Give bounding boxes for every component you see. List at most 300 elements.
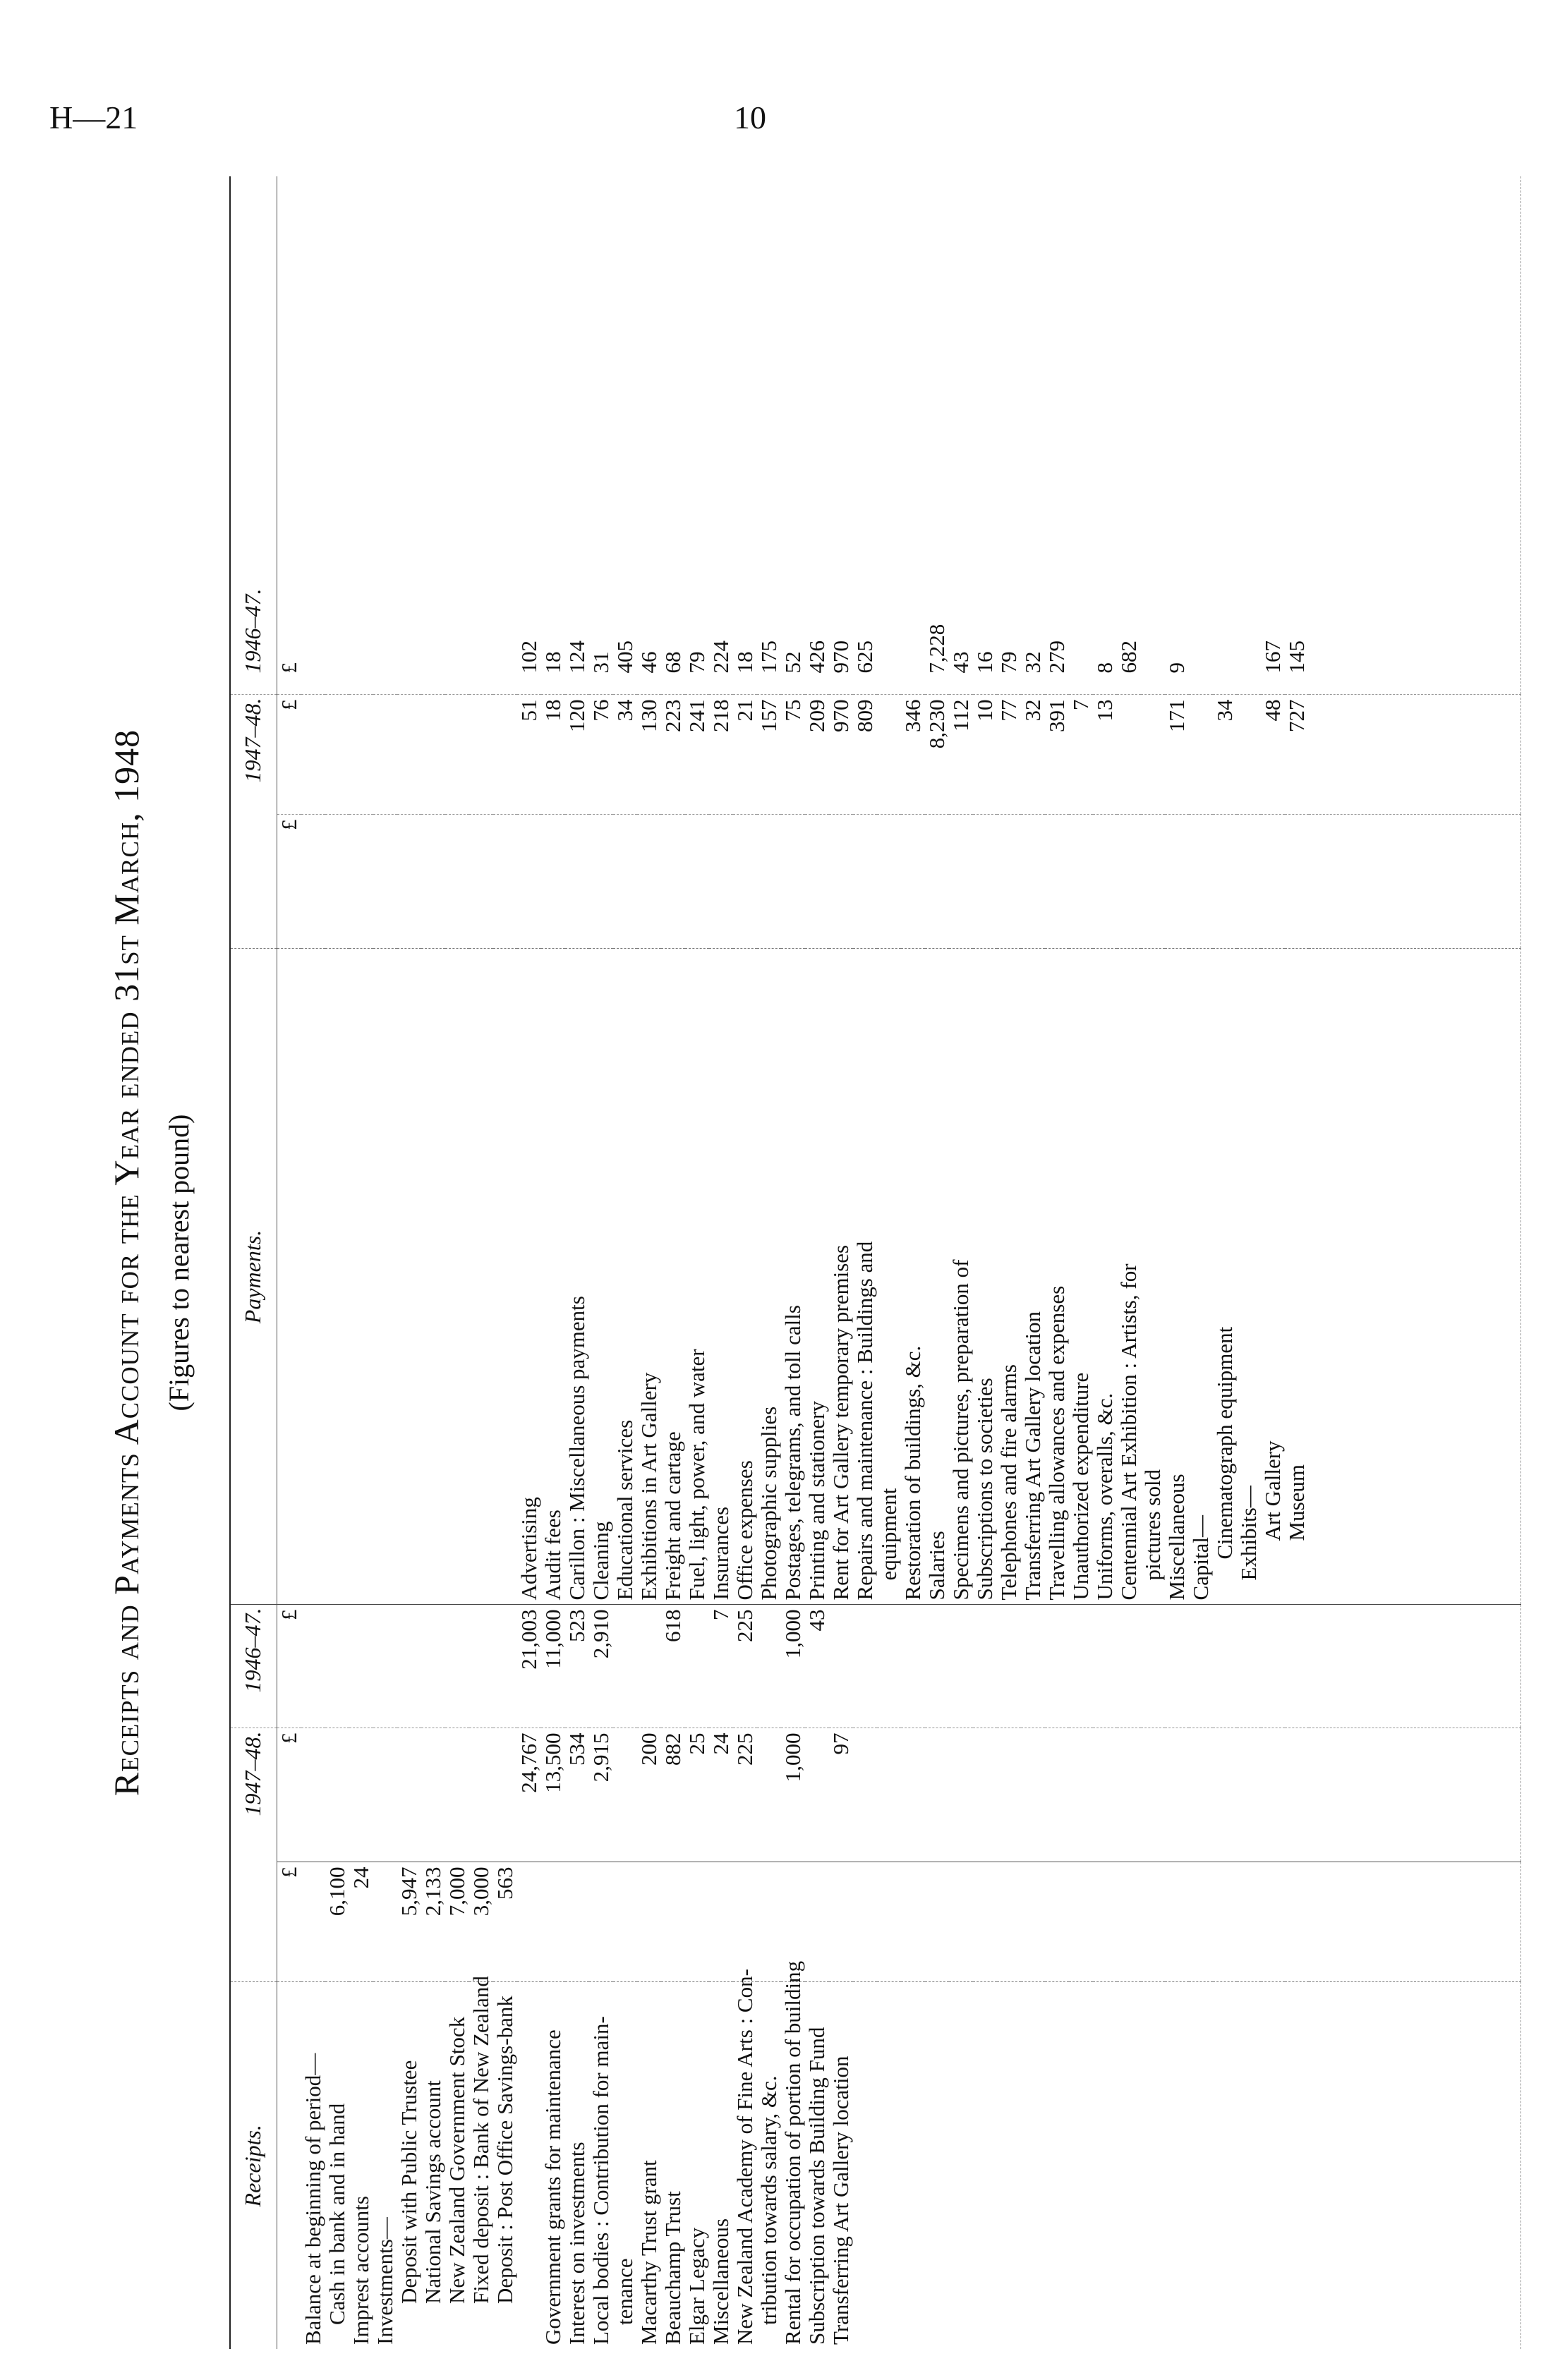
receipt-description — [1117, 1982, 1141, 2349]
receipt-1947-amount: 2,915 — [589, 1728, 613, 1862]
payment-1946-amount — [301, 176, 325, 695]
payment-1947-amount: 223 — [661, 695, 685, 815]
payment-1947-subtotal — [949, 815, 973, 949]
receipt-1947-subtotal — [301, 1862, 325, 1982]
receipt-1947-amount — [1141, 1728, 1165, 1862]
receipt-description — [1285, 1982, 1309, 2349]
receipt-description — [925, 1982, 949, 2349]
payment-1947-amount: 241 — [685, 695, 709, 815]
receipt-1946-amount — [445, 1605, 469, 1728]
receipt-1947-subtotal — [1165, 1862, 1189, 1982]
receipt-1947-subtotal — [373, 1862, 397, 1982]
table-row — [541, 176, 565, 2349]
receipt-1947-amount — [1093, 1728, 1117, 1862]
payment-description: Freight and cartage — [661, 949, 685, 1605]
receipt-1946-amount — [877, 1605, 901, 1728]
payment-1946-amount — [1213, 176, 1237, 695]
payment-1947-subtotal — [1237, 815, 1261, 949]
payment-1947-subtotal — [301, 815, 325, 949]
receipt-description — [1165, 1982, 1189, 2349]
payment-1947-amount: 13 — [1093, 695, 1117, 815]
payment-1947-subtotal — [1045, 815, 1069, 949]
receipt-1946-amount — [1237, 1605, 1261, 1728]
table-row — [493, 176, 517, 2349]
payment-1947-subtotal — [829, 815, 853, 949]
payment-1947-amount: 76 — [589, 695, 613, 815]
payment-1946-amount: 16 — [972, 651, 997, 674]
payment-1946-amount: 682 — [1115, 640, 1141, 674]
payment-1947-subtotal — [613, 815, 637, 949]
payment-1946-amount — [349, 176, 373, 695]
receipt-1947-subtotal — [541, 1862, 565, 1982]
receipt-description: Cash in bank and in hand — [325, 1982, 349, 2349]
table-row — [997, 176, 1021, 2349]
payment-1946-amount — [397, 176, 421, 695]
receipt-1947-subtotal — [1261, 1862, 1285, 1982]
payment-description — [301, 949, 325, 1605]
receipt-description: Investments— — [373, 1982, 397, 2349]
payment-1947-subtotal — [1069, 815, 1093, 949]
table-row — [661, 176, 685, 2349]
payment-1947-amount: 112 — [949, 695, 973, 815]
payment-description: Printing and stationery — [805, 949, 829, 1605]
payment-1947-amount: 7 — [1069, 695, 1093, 815]
payment-1947-amount: 18 — [541, 695, 565, 815]
payment-1947-amount — [325, 695, 349, 815]
receipt-1947-subtotal — [1141, 1862, 1165, 1982]
table-row — [301, 176, 325, 2349]
receipt-1947-subtotal: 2,133 — [421, 1862, 445, 1982]
payment-description: Audit fees — [541, 949, 565, 1605]
payment-description — [445, 949, 469, 1605]
payment-1946-amount — [1237, 176, 1261, 695]
receipt-1947-amount — [421, 1728, 445, 1862]
receipt-description: Rental for occupation of portion of building — [781, 1982, 805, 2349]
receipt-1947-subtotal: 563 — [493, 1862, 517, 1982]
receipt-1946-amount — [685, 1605, 709, 1728]
receipt-description: Beauchamp Trust — [661, 1982, 685, 2349]
receipt-description — [997, 1982, 1021, 2349]
table-row — [973, 176, 997, 2349]
payment-1946-amount: 970 — [828, 640, 853, 674]
payment-1947-subtotal — [373, 815, 397, 949]
payment-1946-amount — [1189, 176, 1213, 695]
table-row — [1045, 176, 1069, 2349]
receipt-1946-amount — [1141, 1605, 1165, 1728]
receipt-1947-subtotal — [805, 1862, 829, 1982]
receipt-1947-amount — [757, 1728, 781, 1862]
payment-1947-subtotal — [1141, 815, 1165, 949]
pound-sign: £ — [277, 695, 301, 815]
table-row — [421, 176, 445, 2349]
payment-1947-amount — [397, 695, 421, 815]
payment-1947-amount: 32 — [1021, 695, 1045, 815]
payment-description: Postages, telegrams, and toll calls — [781, 949, 805, 1605]
payment-1947-subtotal — [733, 815, 757, 949]
payment-1947-subtotal — [757, 815, 781, 949]
payment-1947-amount: 130 — [637, 695, 661, 815]
payment-1947-subtotal — [397, 815, 421, 949]
receipt-1946-amount: 11,000 — [541, 1605, 565, 1728]
receipt-description — [1213, 1982, 1237, 2349]
payment-1947-subtotal — [853, 815, 877, 949]
receipt-description: New Zealand Government Stock — [445, 1982, 469, 2349]
receipt-1946-amount — [1069, 1605, 1093, 1728]
receipt-1946-amount — [757, 1605, 781, 1728]
payment-1947-amount: 120 — [565, 695, 589, 815]
document-subtitle: (Figures to nearest pound) — [163, 1114, 195, 1411]
receipt-1946-amount — [301, 1605, 325, 1728]
receipt-1947-amount — [1189, 1728, 1213, 1862]
payment-1947-subtotal — [589, 815, 613, 949]
payment-1946-amount: 102 — [516, 640, 541, 674]
receipt-1947-amount — [1261, 1728, 1285, 1862]
receipt-description: Elgar Legacy — [685, 1982, 709, 2349]
receipt-1947-amount — [901, 1728, 925, 1862]
receipt-description: Macarthy Trust grant — [637, 1982, 661, 2349]
payment-description: Exhibits— — [1237, 949, 1261, 1605]
table-row — [1189, 176, 1213, 2349]
receipt-1947-amount: 24,767 — [517, 1728, 541, 1862]
receipt-1946-amount — [1165, 1605, 1189, 1728]
receipt-1946-amount: 21,003 — [517, 1605, 541, 1728]
payment-1947-subtotal — [1021, 815, 1045, 949]
pound-sign: £ — [277, 1728, 301, 1862]
receipt-1947-amount — [877, 1728, 901, 1862]
payment-1946-amount — [373, 176, 397, 695]
table-row — [709, 176, 733, 2349]
col-receipts: Receipts. — [230, 1982, 277, 2349]
receipt-1947-subtotal: 24 — [349, 1862, 373, 1982]
receipt-1947-subtotal — [997, 1862, 1021, 1982]
payment-description — [493, 949, 517, 1605]
table-row — [445, 176, 469, 2349]
payment-1946-amount: 124 — [564, 640, 589, 674]
payment-description — [421, 949, 445, 1605]
payment-1947-subtotal — [805, 815, 829, 949]
col-receipts-1947: 1947–48. — [230, 1728, 277, 1982]
receipt-1946-amount — [349, 1605, 373, 1728]
receipt-1947-amount — [445, 1728, 469, 1862]
table-row — [829, 176, 853, 2349]
receipt-1947-amount — [1021, 1728, 1045, 1862]
table-row — [1285, 176, 1309, 2349]
receipt-1947-subtotal: 3,000 — [469, 1862, 493, 1982]
receipt-1946-amount — [1093, 1605, 1117, 1728]
payment-1946-amount: 79 — [996, 651, 1021, 674]
receipt-description: Balance at beginning of period— — [301, 1982, 325, 2349]
receipt-description — [949, 1982, 973, 2349]
payment-1947-amount — [445, 695, 469, 815]
col-receipts-1946: 1946–47. — [230, 1605, 277, 1728]
payment-1947-amount: 809 — [853, 695, 877, 815]
payment-1947-amount: 171 — [1165, 695, 1189, 815]
payment-1947-subtotal — [925, 815, 949, 949]
payment-1947-amount: 77 — [997, 695, 1021, 815]
receipt-1946-amount: 523 — [565, 1605, 589, 1728]
payment-1947-amount: 727 — [1285, 695, 1309, 815]
page-number: 10 — [734, 99, 766, 135]
payment-1947-amount: 346 — [901, 695, 925, 815]
table-row — [349, 176, 373, 2349]
payment-1946-amount — [493, 176, 517, 695]
receipt-1947-subtotal — [1117, 1862, 1141, 1982]
payment-1946-amount: 79 — [684, 651, 709, 674]
payment-1947-subtotal — [973, 815, 997, 949]
payment-1947-amount: 391 — [1045, 695, 1069, 815]
payment-description — [469, 949, 493, 1605]
payment-description: Repairs and maintenance : Buildings and — [853, 949, 877, 1605]
receipt-description: Government grants for maintenance — [541, 1982, 565, 2349]
table-row — [949, 176, 973, 2349]
receipt-1946-amount — [901, 1605, 925, 1728]
payment-1947-amount — [1237, 695, 1261, 815]
payment-1946-amount: 224 — [708, 640, 733, 674]
payment-1947-amount — [1141, 695, 1165, 815]
receipt-1947-subtotal — [1189, 1862, 1213, 1982]
receipt-1947-amount — [1069, 1728, 1093, 1862]
receipt-1947-subtotal — [565, 1862, 589, 1982]
payment-1947-subtotal — [421, 815, 445, 949]
payment-1947-subtotal — [541, 815, 565, 949]
receipt-description: Local bodies : Contribution for main- — [589, 1982, 613, 2349]
payment-description: Centennial Art Exhibition : Artists, for — [1117, 949, 1141, 1605]
receipt-1947-subtotal — [901, 1862, 925, 1982]
receipt-1947-amount — [1117, 1728, 1141, 1862]
payment-1946-amount: 52 — [780, 651, 805, 674]
receipt-1947-subtotal — [829, 1862, 853, 1982]
receipt-1946-amount — [1261, 1605, 1285, 1728]
rotated-page — [92, 176, 1503, 2349]
receipt-1947-amount: 1,000 — [781, 1728, 805, 1862]
receipt-1947-subtotal — [877, 1862, 901, 1982]
payment-1946-amount: 8 — [1092, 662, 1117, 674]
payment-description: Exhibitions in Art Gallery — [637, 949, 661, 1605]
payment-description — [349, 949, 373, 1605]
receipt-1947-amount — [493, 1728, 517, 1862]
receipts-payments-table — [229, 176, 1521, 2349]
receipt-description — [877, 1982, 901, 2349]
receipt-1947-amount — [805, 1728, 829, 1862]
payment-description: Art Gallery — [1261, 949, 1285, 1605]
payment-1947-amount — [1117, 695, 1141, 815]
payment-1947-subtotal — [349, 815, 373, 949]
receipt-description — [1189, 1982, 1213, 2349]
payment-1947-subtotal — [685, 815, 709, 949]
payment-1946-amount: 279 — [1044, 640, 1069, 674]
receipt-1947-subtotal — [1069, 1862, 1093, 1982]
payment-1946-amount: 167 — [1259, 640, 1285, 674]
payment-1947-amount: 218 — [709, 695, 733, 815]
receipt-1946-amount — [829, 1605, 853, 1728]
receipt-description: Deposit : Post Office Savings-bank — [493, 1982, 517, 2349]
payment-1947-subtotal — [565, 815, 589, 949]
receipt-1946-amount: 618 — [661, 1605, 685, 1728]
receipt-description — [1021, 1982, 1045, 2349]
payment-1946-amount: 7,228 — [924, 624, 949, 674]
payment-description: Transferring Art Gallery location — [1021, 949, 1045, 1605]
payment-1947-subtotal — [469, 815, 493, 949]
receipt-description: Interest on investments — [565, 1982, 589, 2349]
receipt-description — [901, 1982, 925, 2349]
payment-description: Uniforms, overalls, &c. — [1093, 949, 1117, 1605]
header-row — [230, 176, 277, 2349]
payment-description: Travelling allowances and expenses — [1045, 949, 1069, 1605]
payment-1947-subtotal — [709, 815, 733, 949]
payment-1947-subtotal — [1213, 815, 1237, 949]
payment-1946-amount: 68 — [660, 651, 685, 674]
receipt-1946-amount — [1213, 1605, 1237, 1728]
receipt-1947-amount: 13,500 — [541, 1728, 565, 1862]
payment-1947-subtotal — [1189, 815, 1213, 949]
payment-1947-subtotal — [1261, 815, 1285, 949]
pound-sign: £ — [277, 1862, 301, 1982]
receipt-1947-subtotal — [1045, 1862, 1069, 1982]
payment-1946-amount — [421, 176, 445, 695]
receipt-1946-amount — [1021, 1605, 1045, 1728]
table-row — [613, 176, 637, 2349]
receipt-description — [517, 1982, 541, 2349]
payment-1946-amount — [877, 176, 901, 695]
table-row — [1069, 176, 1093, 2349]
payment-1946-amount: 43 — [948, 651, 973, 674]
receipt-1947-subtotal: 5,947 — [397, 1862, 421, 1982]
receipt-1947-subtotal — [637, 1862, 661, 1982]
table-row — [469, 176, 493, 2349]
receipt-1947-amount — [949, 1728, 973, 1862]
receipt-1947-amount — [853, 1728, 877, 1862]
table-row — [1237, 176, 1261, 2349]
payment-1947-amount — [301, 695, 325, 815]
table-row — [1117, 176, 1141, 2349]
payment-1946-amount — [901, 176, 925, 695]
receipt-1946-amount — [853, 1605, 877, 1728]
receipt-description: Subscription towards Building Fund — [805, 1982, 829, 2349]
receipt-1946-amount — [469, 1605, 493, 1728]
receipt-1947-amount: 225 — [733, 1728, 757, 1862]
receipt-1946-amount — [325, 1605, 349, 1728]
payment-1946-amount: 31 — [588, 651, 613, 674]
receipt-description — [1093, 1982, 1117, 2349]
payment-description: Salaries — [925, 949, 949, 1605]
payment-1947-amount: 48 — [1261, 695, 1285, 815]
table-row — [565, 176, 589, 2349]
receipt-1946-amount: 225 — [733, 1605, 757, 1728]
receipt-1947-subtotal — [1237, 1862, 1261, 1982]
payment-1947-amount: 51 — [517, 695, 541, 815]
payment-description — [325, 949, 349, 1605]
payment-description: equipment — [877, 949, 901, 1605]
table-row — [805, 176, 829, 2349]
receipt-1947-amount — [997, 1728, 1021, 1862]
payment-description: Restoration of buildings, &c. — [901, 949, 925, 1605]
table-row — [397, 176, 421, 2349]
payment-1946-amount: 625 — [852, 640, 877, 674]
payment-1947-amount — [493, 695, 517, 815]
receipt-1947-amount — [613, 1728, 637, 1862]
receipt-description: Fixed deposit : Bank of New Zealand — [469, 1982, 493, 2349]
payment-1946-amount — [469, 176, 493, 695]
payment-1947-amount: 970 — [829, 695, 853, 815]
receipt-1946-amount — [373, 1605, 397, 1728]
payment-description: Museum — [1285, 949, 1309, 1605]
receipt-description: tenance — [613, 1982, 637, 2349]
payment-1947-amount: 34 — [613, 695, 637, 815]
payment-1946-amount: 18 — [540, 651, 565, 674]
payment-1947-subtotal — [1117, 815, 1141, 949]
receipt-1947-subtotal — [709, 1862, 733, 1982]
receipt-1946-amount — [1285, 1605, 1309, 1728]
payment-1947-amount — [469, 695, 493, 815]
payment-1947-amount — [349, 695, 373, 815]
payment-description: Carillon : Miscellaneous payments — [565, 949, 589, 1605]
receipt-1947-subtotal — [757, 1862, 781, 1982]
payment-description: pictures sold — [1141, 949, 1165, 1605]
table-row — [589, 176, 613, 2349]
receipt-description: Transferring Art Gallery location — [829, 1982, 853, 2349]
receipt-1946-amount — [397, 1605, 421, 1728]
receipt-description: Imprest accounts — [349, 1982, 373, 2349]
receipt-1947-subtotal — [925, 1862, 949, 1982]
receipt-description — [1237, 1982, 1261, 2349]
receipt-1947-amount — [1213, 1728, 1237, 1862]
payment-1947-amount: 21 — [733, 695, 757, 815]
receipt-1947-subtotal: 7,000 — [445, 1862, 469, 1982]
payment-description: Capital— — [1189, 949, 1213, 1605]
table-row — [1165, 176, 1189, 2349]
payment-description: Photographic supplies — [757, 949, 781, 1605]
payment-1947-subtotal — [661, 815, 685, 949]
payment-description: Miscellaneous — [1165, 949, 1189, 1605]
receipt-description: Miscellaneous — [709, 1982, 733, 2349]
receipt-description — [1045, 1982, 1069, 2349]
payment-description: Insurances — [709, 949, 733, 1605]
payment-1947-amount: 8,230 — [925, 695, 949, 815]
col-payments-1947: 1947–48. — [230, 695, 277, 949]
payment-1946-amount — [1069, 176, 1093, 695]
table-row — [517, 176, 541, 2349]
table-row — [757, 176, 781, 2349]
receipt-1947-subtotal — [1213, 1862, 1237, 1982]
receipt-description: tribution towards salary, &c. — [757, 1982, 781, 2349]
receipt-1947-amount — [373, 1728, 397, 1862]
receipt-1947-amount: 25 — [685, 1728, 709, 1862]
receipt-description — [1069, 1982, 1093, 2349]
receipt-1946-amount — [997, 1605, 1021, 1728]
receipt-1946-amount — [637, 1605, 661, 1728]
payment-1947-amount — [421, 695, 445, 815]
payment-description: Specimens and pictures, preparation of — [949, 949, 973, 1605]
receipt-1947-subtotal — [661, 1862, 685, 1982]
table-row — [637, 176, 661, 2349]
receipt-1946-amount: 7 — [709, 1605, 733, 1728]
payment-1946-amount: 32 — [1020, 651, 1045, 674]
receipt-1947-subtotal: 6,100 — [325, 1862, 349, 1982]
receipt-1947-amount: 200 — [637, 1728, 661, 1862]
receipt-1947-amount: 882 — [661, 1728, 685, 1862]
payment-1946-amount — [445, 176, 469, 695]
payment-1946-amount: 145 — [1283, 640, 1309, 674]
receipt-1947-amount — [349, 1728, 373, 1862]
receipt-1947-subtotal — [853, 1862, 877, 1982]
receipt-1946-amount — [949, 1605, 973, 1728]
payment-description: Cleaning — [589, 949, 613, 1605]
table-row — [781, 176, 805, 2349]
pound-sign: £ — [276, 662, 301, 674]
receipt-description: National Savings account — [421, 1982, 445, 2349]
col-payments: Payments. — [230, 949, 277, 1605]
receipt-1947-amount — [973, 1728, 997, 1862]
